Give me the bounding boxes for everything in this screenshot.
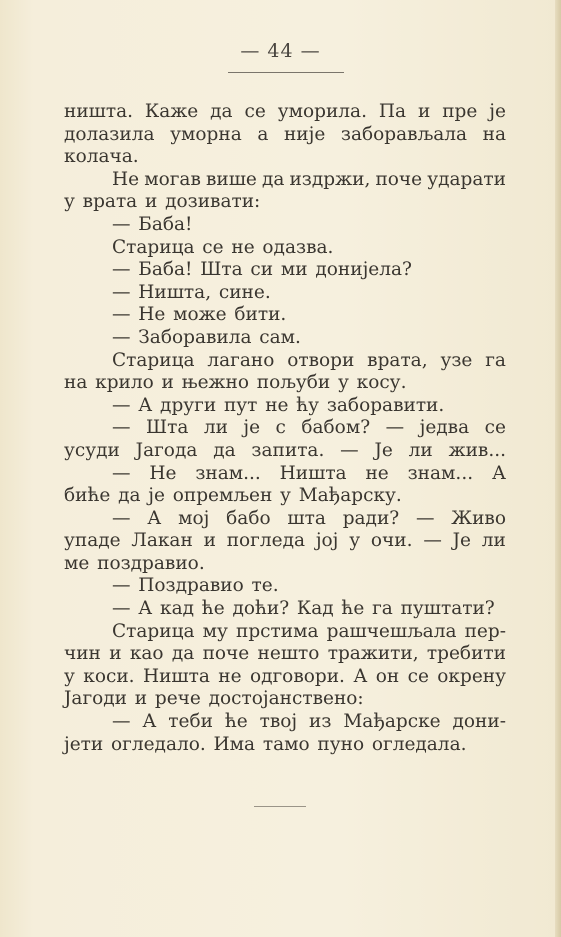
text-line: јети огледало. Има тамо пуно огледала. [64, 733, 467, 755]
text-line: на крило и њежно пољуби у косу. [64, 372, 407, 394]
text-line: — А кад ће доћи? Кад ће га пуштати? [112, 598, 495, 620]
text-line: колача. [64, 146, 139, 168]
page-number: — 44 — [240, 40, 321, 62]
text-line: чин и као да поче нешто тражити, требити [64, 643, 506, 665]
text-line: — Баба! Шта си ми донијела? [112, 259, 412, 281]
text-line: Старица лагано отвори врата, узе га [112, 349, 506, 371]
text-line: Јагоди и рече достојанствено: [64, 688, 364, 710]
footer-rule [254, 806, 306, 807]
text-line: Не могав више да издржи, поче ударати [112, 168, 506, 190]
text-line: ме поздравио. [64, 552, 205, 574]
text-line: у коси. Ништа не одговори. А он се окрену [64, 665, 506, 687]
text-line: — Не може бити. [112, 304, 287, 326]
text-line: биће да је опремљен у Мађарску. [64, 485, 402, 507]
text-line: у врата и дозивати: [64, 191, 261, 213]
text-line: — А други пут не ћу заборавити. [112, 394, 445, 416]
text-line: — Не знам... Ништа не знам... А [112, 462, 506, 484]
text-line: — Поздравио те. [112, 575, 279, 597]
text-line: — А мој бабо шта ради? — Живо [112, 507, 506, 529]
text-line: — А теби ће твој из Мађарске дони- [112, 711, 506, 733]
text-line: Старица се не одазва. [112, 236, 334, 258]
text-line: усуди Јагода да запита. — Је ли жив... [64, 439, 506, 461]
text-line: — Заборавила сам. [112, 326, 301, 348]
text-line: упаде Лакан и погледа јој у очи. — Је ли [64, 530, 506, 552]
header-rule [228, 72, 344, 73]
page-edge-shadow [555, 0, 561, 937]
body-text [64, 101, 506, 756]
text-line: долазила уморна а није заборављала на [64, 123, 506, 145]
text-line: ништа. Каже да се уморила. Па и пре је [64, 101, 506, 122]
text-line: Старица му прстима рашчешљала пер- [112, 620, 506, 642]
text-line: — Баба! [112, 213, 193, 235]
text-line: — Шта ли је с бабом? — једва се [112, 417, 506, 439]
text-line: — Ништа, сине. [112, 281, 271, 303]
